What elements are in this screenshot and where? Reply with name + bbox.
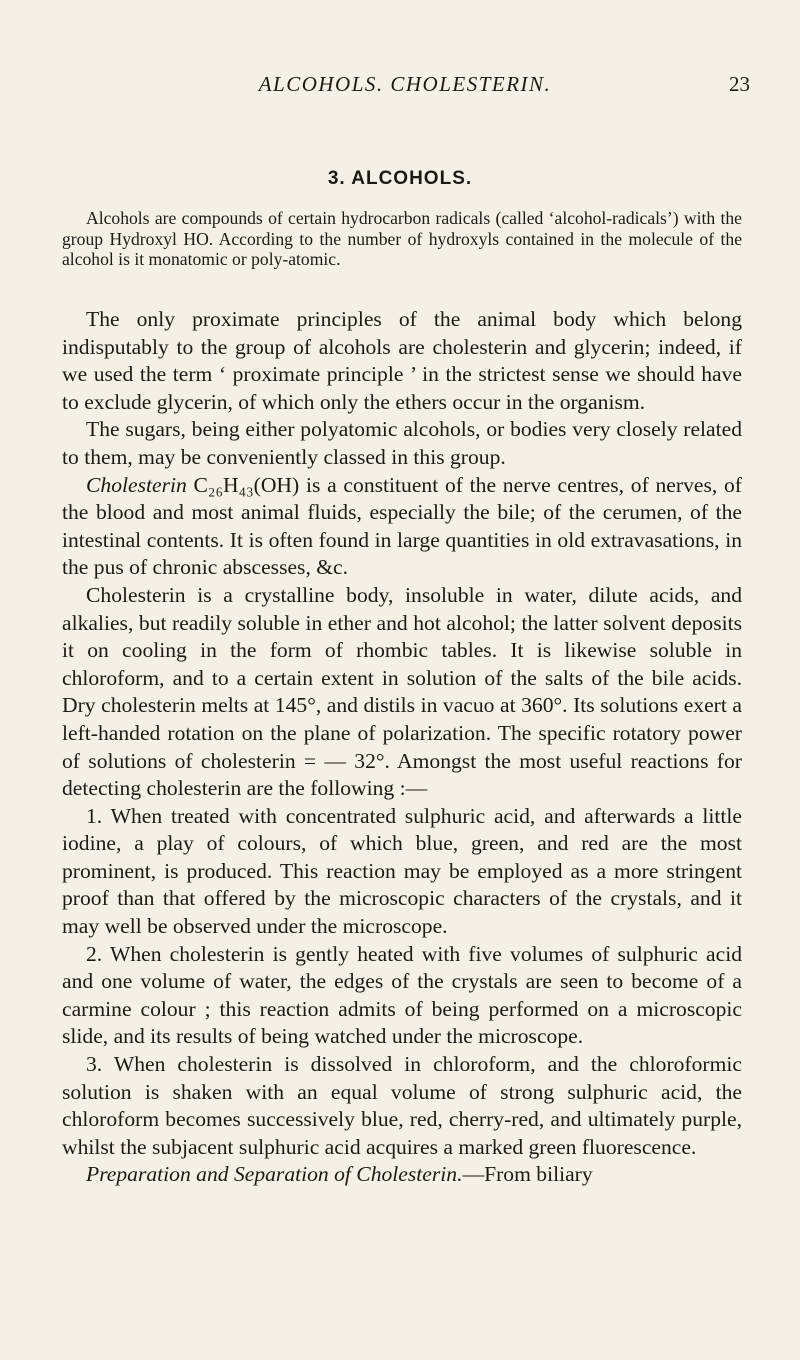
running-head — [60, 72, 750, 102]
paragraph-reaction-1: 1. When treated with concentrated sulphuric acid, and afterwards a little iodine, a play of colours, of which blue, green, and red are the most prominent, is produced. This reaction may be employed as a more stringent proof than that offered by the microscopic characters of the crystals, and it may well be observed under the microscope. — [62, 803, 742, 939]
cholesterin-occurrence-text: is a constituent of the nerve centres, of nerves, of the blood and most animal fluids, especially the bile; of the cerumen, of the intestinal contents. It is often found in large quantities in old extravasations, in the pus of chronic abscesses, &c. — [62, 472, 742, 580]
paragraph-sugars: The sugars, being either polyatomic alcohols, or bodies very closely related to them, may be conveniently classed in this group. — [62, 417, 742, 469]
preparation-heading: Preparation and Separation of Cholesterin. — [86, 1162, 463, 1187]
intro-paragraph: Alcohols are compounds of certain hydrocarbon radicals (called ‘alcohol-radicals’) with the group Hydroxyl HO. According to the number of hydroxyls contained in the molecule of the alcohol is it monatomic or poly-atomic. — [62, 208, 742, 270]
paragraph-reaction-2: 2. When cholesterin is gently heated with five volumes of sulphuric acid and one volume of water, the edges of the crystals are seen to become of a carmine colour ; this reaction admits of being performed on a microscopic slide, and its results of being watched under the microscope. — [62, 941, 742, 1049]
paragraph-proximate-principles: The only proximate principles of the animal body which belong indisputably to the group of alcohols are cholesterin and glycerin; indeed, if we used the term ‘ proximate principle ’ in the strictest sense we should have to exclude glycerin, of which only the ethers occur in the organism. — [62, 307, 742, 414]
page-number: 23 — [729, 72, 750, 96]
cholesterin-formula: C₂₆H₄₃(OH) — [193, 472, 300, 497]
paragraph-preparation — [62, 1161, 742, 1189]
paragraph-cholesterin-occurrence — [62, 472, 742, 582]
section-heading: 3. ALCOHOLS. — [327, 168, 473, 189]
body-text — [62, 306, 742, 1189]
paragraph-cholesterin-properties: Cholesterin is a crystalline body, insoluble in water, dilute acids, and alkalies, but readily soluble in ether and hot alcohol; the latter solvent deposits it on cooling in the form of rhombic tables. It is likewise soluble in chloroform, and to a certain extent in solution of the salts of the bile acids. Dry cholesterin melts at 145°, and distils in vacuo at 360°. Its solutions exert a left-handed rotation on the plane of polarization. The specific rotatory power of solutions of cholesterin = — 32°. Amongst the most useful reactions for detecting cholesterin are the following :— — [62, 582, 742, 801]
paragraph-reaction-3: 3. When cholesterin is dissolved in chloroform, and the chloroformic solution is shaken with an equal volume of strong sulphuric acid, the chloroform becomes successively blue, red, cherry-red, and ultimately purple, whilst the subjacent sulphuric acid acquires a marked green fluorescence. — [62, 1052, 742, 1159]
running-title: ALCOHOLS. CHOLESTERIN. — [258, 72, 552, 96]
cholesterin-term: Cholesterin — [86, 472, 187, 497]
preparation-text: —From biliary — [462, 1162, 593, 1187]
